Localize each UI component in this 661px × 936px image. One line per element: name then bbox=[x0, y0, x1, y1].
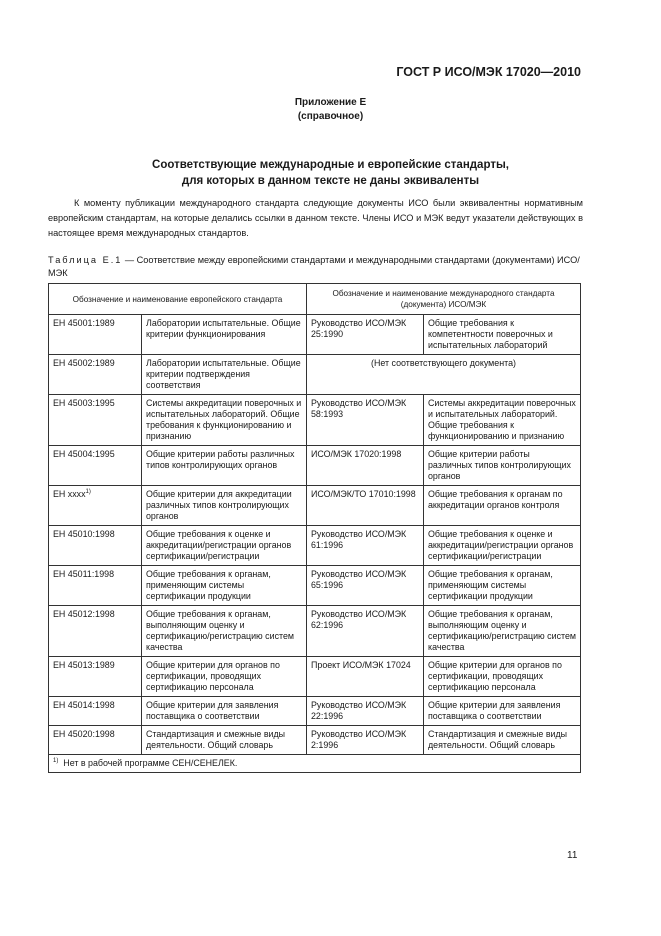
iso-code: Руководство ИСО/МЭК 25:1990 bbox=[307, 315, 424, 355]
iso-name: Общие требования к органам, выполняющим оценку и сертификацию/регистрацию систем качества bbox=[424, 606, 581, 657]
en-code: ЕН 45014:1998 bbox=[53, 700, 115, 710]
en-name: Системы аккредитации поверочных и испытательных лабораторий. Общие требования к функционированию и признанию bbox=[142, 395, 307, 446]
en-name: Общие требования к органам, выполняющим оценку и сертификацию/регистрацию систем качества bbox=[142, 606, 307, 657]
table-footnote-row bbox=[49, 755, 581, 773]
iso-code: Руководство ИСО/МЭК 62:1996 bbox=[307, 606, 424, 657]
en-code: ЕН 45002:1989 bbox=[53, 358, 115, 368]
footnote-mark: 1) bbox=[53, 758, 59, 765]
en-code: ЕН 45020:1998 bbox=[53, 729, 115, 739]
en-code-cell bbox=[49, 526, 142, 566]
table-row bbox=[49, 657, 581, 697]
standards-table bbox=[48, 283, 581, 773]
en-name: Стандартизация и смежные виды деятельности. Общий словарь bbox=[142, 726, 307, 755]
iso-code: Руководство ИСО/МЭК 58:1993 bbox=[307, 395, 424, 446]
section-title bbox=[0, 157, 661, 189]
iso-name: Стандартизация и смежные виды деятельности. Общий словарь bbox=[424, 726, 581, 755]
en-code-cell bbox=[49, 486, 142, 526]
table-body bbox=[49, 315, 581, 773]
en-code: ЕН 45004:1995 bbox=[53, 449, 115, 459]
iso-name: Системы аккредитации поверочных и испытательных лабораторий. Общие требования к функционированию и признанию bbox=[424, 395, 581, 446]
en-code: ЕН хххх bbox=[53, 489, 86, 499]
iso-code: Руководство ИСО/МЭК 61:1996 bbox=[307, 526, 424, 566]
table-footnote bbox=[49, 755, 581, 773]
document-header: ГОСТ Р ИСО/МЭК 17020—2010 bbox=[396, 65, 581, 79]
table-row bbox=[49, 446, 581, 486]
table-row bbox=[49, 606, 581, 657]
annex-note: (справочное) bbox=[297, 111, 364, 122]
header-international: Обозначение и наименование международного стандарта (документа) ИСО/МЭК bbox=[307, 284, 581, 315]
iso-code: Руководство ИСО/МЭК 22:1996 bbox=[307, 697, 424, 726]
en-code-cell bbox=[49, 697, 142, 726]
en-code-cell bbox=[49, 606, 142, 657]
table-row bbox=[49, 726, 581, 755]
table-caption bbox=[48, 254, 583, 280]
en-code: ЕН 45001:1989 bbox=[53, 318, 115, 328]
iso-code: ИСО/МЭК 17020:1998 bbox=[307, 446, 424, 486]
iso-code: Проект ИСО/МЭК 17024 bbox=[307, 657, 424, 697]
table-row bbox=[49, 697, 581, 726]
en-code-cell bbox=[49, 355, 142, 395]
en-code-cell bbox=[49, 726, 142, 755]
annex-title: Приложение Е bbox=[294, 97, 367, 108]
table-row bbox=[49, 315, 581, 355]
table-row bbox=[49, 486, 581, 526]
section-title-line-1: Соответствующие международные и европейские стандарты, bbox=[152, 159, 509, 171]
en-name: Общие критерии для органов по сертификации, проводящих сертификацию персонала bbox=[142, 657, 307, 697]
en-name: Общие требования к органам, применяющим системы сертификации продукции bbox=[142, 566, 307, 606]
annex-heading bbox=[0, 96, 661, 124]
table-caption-text: — Соответствие между европейскими стандартами и международными стандартами (документами) ИСО/МЭК bbox=[48, 255, 580, 278]
iso-name: Общие требования к оценке и аккредитации/регистрации органов сертификации/регистрации bbox=[424, 526, 581, 566]
intro-paragraph: К моменту публикации международного стандарта следующие документы ИСО были эквивалентны нормативным европейским стандартам, на которые делались ссылки в данном тексте. Члены ИСО и МЭК ведут указатели действующих в настоящее время международных стандартов. bbox=[48, 198, 583, 238]
table-row bbox=[49, 566, 581, 606]
en-code: ЕН 45003:1995 bbox=[53, 398, 115, 408]
iso-code: Руководство ИСО/МЭК 65:1996 bbox=[307, 566, 424, 606]
iso-name: Общие критерии работы различных типов контролирующих органов bbox=[424, 446, 581, 486]
en-name: Общие требования к оценке и аккредитации/регистрации органов сертификации/регистрации bbox=[142, 526, 307, 566]
en-code: ЕН 45012:1998 bbox=[53, 609, 115, 619]
iso-name: Общие требования к компетентности поверочных и испытательных лабораторий bbox=[424, 315, 581, 355]
en-code: ЕН 45010:1998 bbox=[53, 529, 115, 539]
table-row bbox=[49, 526, 581, 566]
footnote-text: Нет в рабочей программе СЕН/СЕНЕЛЕК. bbox=[63, 758, 238, 768]
en-code-cell bbox=[49, 315, 142, 355]
iso-name: Общие требования к органам по аккредитации органов контроля bbox=[424, 486, 581, 526]
iso-name: Общие критерии для заявления поставщика о соответствии bbox=[424, 697, 581, 726]
en-code-cell bbox=[49, 395, 142, 446]
iso-code: Руководство ИСО/МЭК 2:1996 bbox=[307, 726, 424, 755]
no-match-cell: (Нет соответствующего документа) bbox=[307, 355, 581, 395]
en-code-cell bbox=[49, 446, 142, 486]
page-number: 11 bbox=[567, 850, 578, 861]
table-header-row bbox=[49, 284, 581, 315]
header-european: Обозначение и наименование европейского стандарта bbox=[49, 284, 307, 315]
en-code: ЕН 45013:1989 bbox=[53, 660, 115, 670]
section-title-line-2: для которых в данном тексте не даны эквиваленты bbox=[181, 175, 480, 187]
iso-name: Общие требования к органам, применяющим системы сертификации продукции bbox=[424, 566, 581, 606]
iso-name: Общие критерии для органов по сертификации, проводящих сертификацию персонала bbox=[424, 657, 581, 697]
en-code-footnote-mark: 1) bbox=[85, 489, 91, 496]
en-name: Лаборатории испытательные. Общие критерии подтверждения соответствия bbox=[142, 355, 307, 395]
en-code-cell bbox=[49, 657, 142, 697]
table-row bbox=[49, 395, 581, 446]
en-name: Лаборатории испытательные. Общие критерии функционирования bbox=[142, 315, 307, 355]
en-code: ЕН 45011:1998 bbox=[53, 569, 115, 579]
en-code-cell bbox=[49, 566, 142, 606]
en-name: Общие критерии для заявления поставщика о соответствии bbox=[142, 697, 307, 726]
table-row bbox=[49, 355, 581, 395]
iso-code: ИСО/МЭК/ТО 17010:1998 bbox=[307, 486, 424, 526]
en-name: Общие критерии работы различных типов контролирующих органов bbox=[142, 446, 307, 486]
table-caption-label: Таблица Е.1 bbox=[48, 255, 123, 265]
en-name: Общие критерии для аккредитации различных типов контролирующих органов bbox=[142, 486, 307, 526]
